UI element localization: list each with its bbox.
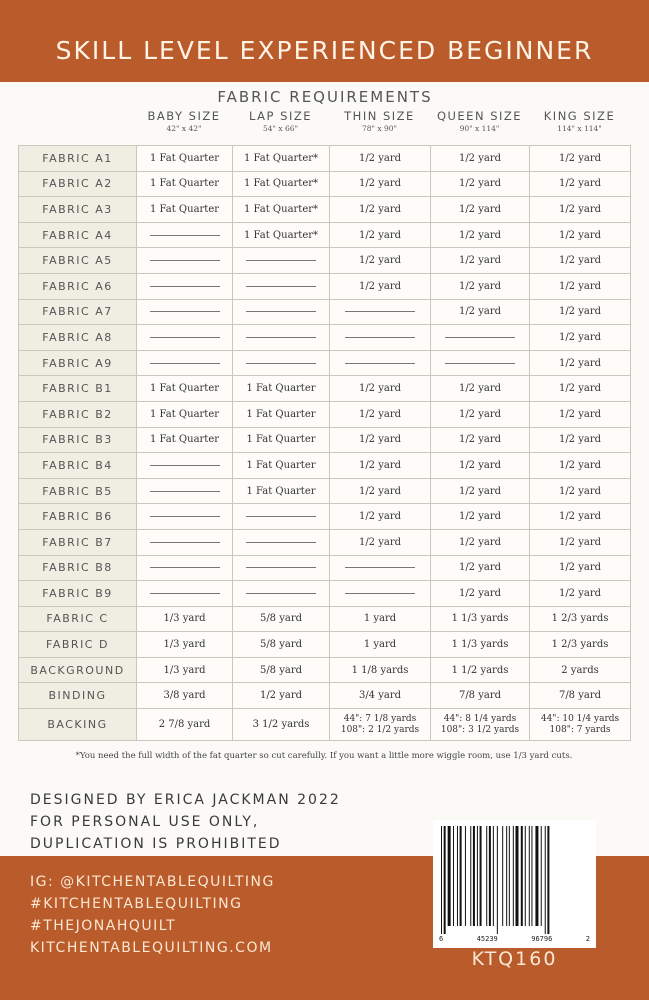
hashtag: #THEJONAHQUILT: [30, 918, 177, 934]
table-cell: 1 Fat Quarter*: [233, 197, 330, 223]
table-row: [19, 325, 631, 351]
column-header-queen: QUEEN SIZE 90" x 114": [436, 109, 523, 133]
row-label: FABRIC B7: [19, 529, 137, 555]
table-cell: 1/2 yard: [530, 529, 631, 555]
dash-line: [345, 363, 415, 364]
barcode-bar: [441, 826, 442, 934]
barcode-bar: [480, 826, 482, 926]
empty-cell: [330, 350, 431, 376]
row-label: FABRIC A2: [19, 171, 137, 197]
table-cell: 1/2 yard: [530, 325, 631, 351]
table-cell: 1 1/3 yards: [431, 632, 530, 658]
table-cell: 1 Fat Quarter: [233, 427, 330, 453]
dash-line: [150, 235, 220, 236]
barcode-bar: [509, 826, 510, 926]
table-row: [19, 350, 631, 376]
dash-line: [150, 286, 220, 287]
credit-line: FOR PERSONAL USE ONLY,: [30, 814, 260, 830]
table-cell: [233, 709, 330, 741]
barcode-bar: [465, 826, 466, 926]
table-cell: 1/2 yard: [431, 248, 530, 274]
table-cell: 1/2 yard: [431, 529, 530, 555]
table-cell: 1/2 yard: [431, 478, 530, 504]
table-cell: 1 2/3 yards: [530, 606, 631, 632]
product-code: KTQ160: [471, 948, 558, 970]
footnote: *You need the full width of the fat quarter so cut carefully. If you want a little more wiggle room, use 1/3 yard cuts.: [75, 751, 573, 761]
table-cell: 1 Fat Quarter: [137, 197, 233, 223]
table-cell: [431, 709, 530, 741]
table-cell: 7/8 yard: [530, 683, 631, 709]
barcode: [433, 820, 596, 948]
table-row: [19, 683, 631, 709]
dash-line: [246, 516, 316, 517]
table-cell: 1 Fat Quarter: [137, 146, 233, 172]
empty-cell: [233, 581, 330, 607]
table-row: [19, 504, 631, 530]
table-row: [19, 581, 631, 607]
table-cell: 1 Fat Quarter*: [233, 171, 330, 197]
table-cell: 1/2 yard: [431, 401, 530, 427]
table-cell: 1 yard: [330, 632, 431, 658]
empty-cell: [330, 299, 431, 325]
empty-cell: [233, 504, 330, 530]
empty-cell: [233, 299, 330, 325]
table-row: [19, 401, 631, 427]
dash-line: [150, 593, 220, 594]
instagram-handle: IG: @KITCHENTABLEQUILTING: [30, 874, 275, 890]
table-cell: 1 2/3 yards: [530, 632, 631, 658]
dash-line: [150, 491, 220, 492]
table-cell: 1/2 yard: [330, 376, 431, 402]
table-cell: 1/3 yard: [137, 657, 233, 683]
empty-cell: [137, 504, 233, 530]
table-row: [19, 427, 631, 453]
row-label: FABRIC A4: [19, 222, 137, 248]
barcode-bar: [547, 826, 549, 934]
table-cell: 1/2 yard: [330, 401, 431, 427]
table-cell: 2 yards: [530, 657, 631, 683]
table-cell: 1/2 yard: [431, 273, 530, 299]
table-cell: 1/2 yard: [330, 504, 431, 530]
empty-cell: [137, 555, 233, 581]
barcode-bar: [529, 826, 530, 926]
cell-line: 44": 7 1/8 yards: [343, 713, 417, 724]
table-cell: 5/8 yard: [233, 632, 330, 658]
table-cell: 1 Fat Quarter: [137, 401, 233, 427]
barcode-bar: [460, 826, 462, 926]
empty-cell: [137, 478, 233, 504]
dash-line: [150, 311, 220, 312]
header-band: [0, 0, 649, 82]
dash-line: [246, 567, 316, 568]
empty-cell: [233, 350, 330, 376]
row-label: FABRIC B1: [19, 376, 137, 402]
table-cell: 1/2 yard: [530, 171, 631, 197]
table-cell: 1/2 yard: [330, 146, 431, 172]
table-row: [19, 709, 631, 741]
table-row: [19, 555, 631, 581]
row-label: FABRIC A8: [19, 325, 137, 351]
dash-line: [246, 286, 316, 287]
table-row: [19, 478, 631, 504]
table-row: [19, 273, 631, 299]
row-label: FABRIC C: [19, 606, 137, 632]
row-label: FABRIC B2: [19, 401, 137, 427]
table-body: [19, 146, 631, 741]
barcode-bar: [473, 826, 475, 926]
barcode-bar: [489, 826, 491, 926]
table-cell: 1/2 yard: [330, 478, 431, 504]
empty-cell: [431, 350, 530, 376]
table-cell: 1/2 yard: [431, 299, 530, 325]
table-row: [19, 376, 631, 402]
row-label: FABRIC A6: [19, 273, 137, 299]
dash-line: [150, 363, 220, 364]
dash-line: [345, 311, 415, 312]
table-cell: 1/2 yard: [330, 248, 431, 274]
empty-cell: [137, 273, 233, 299]
table-cell: [330, 709, 431, 741]
cell-line: 3 1/2 yards: [252, 719, 310, 731]
table-cell: 1/2 yard: [233, 683, 330, 709]
empty-cell: [137, 529, 233, 555]
cell-line: 44": 8 1/4 yards: [443, 713, 517, 724]
hashtag: #KITCHENTABLEQUILTING: [30, 896, 243, 912]
cell-line: 108": 7 yards: [549, 724, 611, 735]
barcode-bar: [444, 826, 446, 934]
empty-cell: [137, 248, 233, 274]
table-cell: 1 Fat Quarter*: [233, 222, 330, 248]
website: KITCHENTABLEQUILTING.COM: [30, 940, 273, 956]
table-cell: 1 1/2 yards: [431, 657, 530, 683]
table-cell: 1/2 yard: [431, 427, 530, 453]
barcode-bar: [502, 826, 503, 926]
barcode-bar: [513, 826, 514, 926]
table-cell: [137, 709, 233, 741]
empty-cell: [233, 555, 330, 581]
table-cell: 1/2 yard: [530, 376, 631, 402]
table-cell: 1/2 yard: [431, 581, 530, 607]
table-cell: 1/2 yard: [431, 146, 530, 172]
barcode-bar: [477, 826, 478, 926]
table-cell: 1/2 yard: [431, 197, 530, 223]
empty-cell: [137, 299, 233, 325]
table-cell: 1 Fat Quarter: [233, 453, 330, 479]
barcode-bar: [497, 826, 498, 934]
table-cell: 1/2 yard: [530, 401, 631, 427]
row-label: FABRIC B3: [19, 427, 137, 453]
table-cell: 1/3 yard: [137, 632, 233, 658]
empty-cell: [233, 325, 330, 351]
table-cell: 1/2 yard: [330, 427, 431, 453]
dash-line: [246, 260, 316, 261]
row-label: BINDING: [19, 683, 137, 709]
barcode-bar: [486, 826, 487, 926]
table-row: [19, 146, 631, 172]
table-cell: 1/2 yard: [431, 555, 530, 581]
social-links: [30, 871, 275, 959]
fabric-requirements-title: FABRIC REQUIREMENTS: [217, 88, 433, 106]
row-label: FABRIC B9: [19, 581, 137, 607]
dash-line: [445, 337, 515, 338]
table-cell: 1 yard: [330, 606, 431, 632]
table-row: [19, 197, 631, 223]
table-row: [19, 222, 631, 248]
barcode-bar: [453, 826, 454, 926]
table-cell: 1 1/3 yards: [431, 606, 530, 632]
table-row: [19, 248, 631, 274]
skill-level-title: SKILL LEVEL EXPERIENCED BEGINNER: [55, 36, 594, 65]
empty-cell: [137, 350, 233, 376]
table-cell: 1/2 yard: [530, 504, 631, 530]
row-label: FABRIC A5: [19, 248, 137, 274]
table-cell: 1/2 yard: [431, 376, 530, 402]
table-cell: 5/8 yard: [233, 606, 330, 632]
barcode-bar: [493, 826, 494, 926]
table-cell: 1/2 yard: [330, 197, 431, 223]
barcode-bar: [535, 826, 538, 926]
row-label: FABRIC B6: [19, 504, 137, 530]
empty-cell: [233, 529, 330, 555]
table-cell: 1/2 yard: [530, 427, 631, 453]
barcode-number: 6 45239 96796 2: [439, 935, 590, 943]
table-row: [19, 632, 631, 658]
barcode-bar: [448, 826, 451, 926]
row-label: FABRIC D: [19, 632, 137, 658]
barcode-bars-icon: [441, 826, 588, 934]
barcode-bar: [457, 826, 458, 926]
barcode-bar: [470, 826, 471, 926]
table-row: [19, 606, 631, 632]
barcode-bar: [525, 826, 526, 926]
table-cell: 1/2 yard: [330, 171, 431, 197]
row-label: FABRIC A9: [19, 350, 137, 376]
dash-line: [345, 337, 415, 338]
dash-line: [246, 311, 316, 312]
empty-cell: [330, 325, 431, 351]
table-cell: 7/8 yard: [431, 683, 530, 709]
table-row: [19, 299, 631, 325]
row-label: FABRIC B8: [19, 555, 137, 581]
table-cell: 1/2 yard: [330, 273, 431, 299]
barcode-bar: [506, 826, 507, 926]
barcode-bar: [521, 826, 523, 926]
empty-cell: [330, 581, 431, 607]
empty-cell: [330, 555, 431, 581]
table-cell: 1 Fat Quarter: [137, 427, 233, 453]
empty-cell: [431, 325, 530, 351]
table-cell: 1 1/8 yards: [330, 657, 431, 683]
table-cell: [530, 709, 631, 741]
table-row: [19, 453, 631, 479]
barcode-bar: [531, 826, 532, 926]
dash-line: [246, 542, 316, 543]
table-cell: 1/2 yard: [530, 248, 631, 274]
table-cell: 1 Fat Quarter: [233, 376, 330, 402]
cell-line: 108": 2 1/2 yards: [340, 724, 420, 735]
barcode-bar: [541, 826, 542, 926]
designer-credit: [30, 789, 341, 855]
empty-cell: [137, 453, 233, 479]
table-cell: 1/2 yard: [530, 581, 631, 607]
table-cell: 1 Fat Quarter: [137, 376, 233, 402]
credit-line: DESIGNED BY ERICA JACKMAN 2022: [30, 792, 341, 808]
table-cell: 1/2 yard: [330, 529, 431, 555]
table-cell: 1 Fat Quarter: [137, 171, 233, 197]
table-cell: 1/2 yard: [530, 453, 631, 479]
row-label: FABRIC A3: [19, 197, 137, 223]
table-cell: 1/2 yard: [431, 453, 530, 479]
column-header-thin: THIN SIZE 78" x 90": [344, 109, 415, 133]
row-label: FABRIC A1: [19, 146, 137, 172]
row-label: FABRIC A7: [19, 299, 137, 325]
row-label: BACKING: [19, 709, 137, 741]
dash-line: [150, 542, 220, 543]
row-label: FABRIC B4: [19, 453, 137, 479]
cell-line: 108": 3 1/2 yards: [440, 724, 520, 735]
row-label: BACKGROUND: [19, 657, 137, 683]
empty-cell: [137, 325, 233, 351]
column-header-king: KING SIZE 114" x 114": [543, 109, 616, 133]
table-cell: 1/2 yard: [431, 222, 530, 248]
dash-line: [345, 567, 415, 568]
cell-line: 2 7/8 yard: [158, 719, 211, 731]
dash-line: [150, 260, 220, 261]
dash-line: [445, 363, 515, 364]
empty-cell: [137, 222, 233, 248]
empty-cell: [137, 581, 233, 607]
table-cell: 3/4 yard: [330, 683, 431, 709]
dash-line: [246, 593, 316, 594]
empty-cell: [233, 273, 330, 299]
table-cell: 1/2 yard: [431, 171, 530, 197]
table-cell: 1/2 yard: [330, 222, 431, 248]
cell-line: 44": 10 1/4 yards: [540, 713, 620, 724]
table-row: [19, 657, 631, 683]
barcode-bar: [545, 826, 546, 934]
dash-line: [150, 465, 220, 466]
table-cell: 1/3 yard: [137, 606, 233, 632]
table-cell: 1/2 yard: [530, 222, 631, 248]
dash-line: [150, 516, 220, 517]
empty-cell: [233, 248, 330, 274]
table-row: [19, 171, 631, 197]
table-cell: 1/2 yard: [431, 504, 530, 530]
column-header-lap: LAP SIZE 54" x 66": [249, 109, 312, 133]
table-cell: 5/8 yard: [233, 657, 330, 683]
table-cell: 1 Fat Quarter: [233, 478, 330, 504]
dash-line: [345, 593, 415, 594]
table-cell: 1/2 yard: [330, 453, 431, 479]
table-cell: 3/8 yard: [137, 683, 233, 709]
dash-line: [246, 337, 316, 338]
row-label: FABRIC B5: [19, 478, 137, 504]
table-cell: 1/2 yard: [530, 197, 631, 223]
barcode-bar: [515, 826, 518, 926]
column-header-baby: BABY SIZE 42" x 42": [147, 109, 221, 133]
table-cell: 1/2 yard: [530, 350, 631, 376]
table-cell: 1/2 yard: [530, 555, 631, 581]
table-cell: 1 Fat Quarter: [233, 401, 330, 427]
credit-line: DUPLICATION IS PROHIBITED: [30, 836, 282, 852]
dash-line: [150, 567, 220, 568]
table-cell: 1/2 yard: [530, 478, 631, 504]
dash-line: [246, 363, 316, 364]
fabric-requirements-table: [18, 145, 631, 741]
table-cell: 1/2 yard: [530, 299, 631, 325]
table-cell: 1 Fat Quarter*: [233, 146, 330, 172]
dash-line: [150, 337, 220, 338]
table-cell: 1/2 yard: [530, 146, 631, 172]
table-cell: 1/2 yard: [530, 273, 631, 299]
table-row: [19, 529, 631, 555]
